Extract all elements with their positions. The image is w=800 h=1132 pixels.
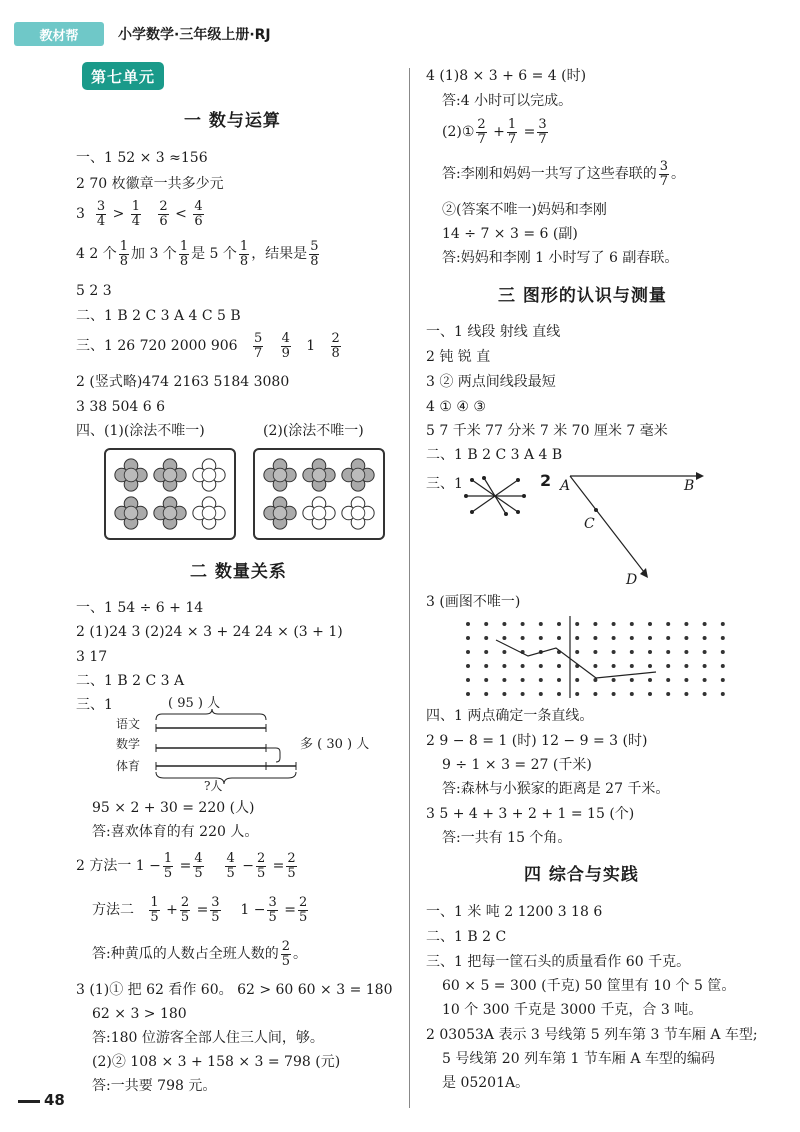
- s1-line10b: (2)(涂法不唯一): [263, 423, 364, 439]
- s4-line6: 2 03053A 表示 3 号线第 5 列车第 3 节车厢 A 车型;: [426, 1027, 758, 1043]
- grid-dot: [612, 678, 616, 682]
- s2-line6: 95 × 2 + 30 = 220 (人): [92, 800, 255, 816]
- fraction: $\frac{2}{8}$: [331, 331, 340, 361]
- r1-line6: 14 ÷ 7 × 3 = 6 (副): [442, 226, 578, 242]
- flower-shaded-icon: [153, 458, 187, 492]
- grid-dot: [612, 622, 616, 626]
- text: =: [196, 902, 209, 919]
- s3-line9: 四、1 两点确定一条直线。: [426, 708, 594, 724]
- s4-line3: 三、1 把每一筐石头的质量看作 60 千克。: [426, 954, 691, 970]
- s3-line10: 2 9 − 8 = 1 (时) 12 − 9 = 3 (时): [426, 733, 648, 749]
- grid-dot: [484, 664, 488, 668]
- diagram-top-label: ( 95 ) 人: [168, 696, 221, 711]
- grid-dot: [521, 692, 525, 696]
- diagram-label-pe: 体育: [116, 759, 141, 773]
- grid-dot: [721, 664, 725, 668]
- text: ，结果是: [251, 246, 308, 263]
- grid-dot: [630, 678, 634, 682]
- s2-line-n4: (2)② 108 × 3 + 158 × 3 = 798 (元): [92, 1054, 341, 1070]
- grid-dot: [648, 650, 652, 654]
- s2-line2: 2 (1)24 3 (2)24 × 3 + 24 24 × (3 + 1): [76, 624, 343, 640]
- s3-line8: 3 (画图不唯一): [426, 594, 521, 610]
- flower-shaded-icon: [153, 496, 187, 530]
- flower-shaded-icon: [114, 496, 148, 530]
- grid-dot: [484, 636, 488, 640]
- grid-dot: [539, 692, 543, 696]
- grid-dot: [557, 636, 561, 640]
- grid-dot: [466, 636, 470, 640]
- s2-method2: [92, 896, 310, 924]
- r1-line7: 答:妈妈和李刚 1 小时写了 6 副春联。: [442, 250, 679, 266]
- fraction: $\frac{3}{4}$: [96, 199, 106, 229]
- s4-line8: 是 05201A。: [442, 1075, 530, 1091]
- grid-dot: [648, 692, 652, 696]
- text: 4 2 个: [76, 246, 117, 263]
- publisher-logo: 教材帮: [14, 22, 104, 46]
- text: 。: [671, 166, 685, 183]
- s4-line1: 一、1 米 吨 2 1200 3 18 6: [426, 904, 603, 920]
- diagram-more-label: 多 ( 30 ) 人: [300, 737, 370, 752]
- fraction: $\frac{1}{5}$: [163, 851, 173, 881]
- s3-line4: 4 ① ④ ③: [426, 399, 486, 415]
- grid-dot: [703, 650, 707, 654]
- flower-empty-icon: [341, 496, 375, 530]
- grid-dot: [593, 692, 597, 696]
- fraction: $\frac{2}{6}$: [159, 199, 168, 229]
- s1-line7: [76, 332, 343, 360]
- book-title: 小学数学·三年级上册·RJ: [118, 27, 271, 43]
- fraction: $\frac{1}{5}$: [150, 895, 159, 925]
- s2-line-n2: 62 × 3 > 180: [92, 1006, 187, 1022]
- grid-dot: [484, 692, 488, 696]
- grid-dot: [539, 678, 543, 682]
- s3-item2-num: 2: [540, 471, 552, 490]
- grid-dot: [575, 678, 579, 682]
- s3-line14: 答:一共有 15 个角。: [442, 830, 572, 846]
- grid-dot: [703, 622, 707, 626]
- r1-line5: ②(答案不唯一)妈妈和李刚: [442, 202, 607, 218]
- grid-dot: [521, 664, 525, 668]
- grid-dot: [703, 678, 707, 682]
- s4-line7: 5 号线第 20 列车第 1 节车厢 A 车型的编码: [442, 1051, 715, 1067]
- grid-dot: [630, 636, 634, 640]
- fraction: $\frac{4}{5}$: [194, 851, 203, 881]
- grid-dot: [684, 650, 688, 654]
- text: 加 3 个: [131, 246, 177, 263]
- grid-dot: [557, 622, 561, 626]
- fraction: $\frac{2}{5}$: [256, 851, 266, 881]
- fraction: $\frac{1}{8}$: [179, 239, 189, 269]
- fraction: $\frac{4}{5}$: [226, 851, 235, 881]
- section-title-1: 一 数与运算: [184, 111, 281, 131]
- s4-line5: 10 个 300 千克是 3000 千克，合 3 吨。: [442, 1002, 703, 1018]
- grid-dot: [521, 678, 525, 682]
- grid-dot: [466, 678, 470, 682]
- grid-dot: [721, 636, 725, 640]
- grid-dot: [630, 650, 634, 654]
- s2-answer-frac: [92, 940, 307, 968]
- column-divider: [409, 68, 410, 1108]
- s2-line5: 三、1: [76, 697, 113, 713]
- s4-line4: 60 × 5 = 300 (千克) 50 筐里有 10 个 5 筐。: [442, 978, 736, 994]
- point-b: B: [684, 478, 695, 494]
- grid-dot: [484, 650, 488, 654]
- grid-dot: [539, 622, 543, 626]
- s3-line13: 3 5 + 4 + 3 + 2 + 1 = 15 (个): [426, 806, 635, 822]
- grid-dot: [630, 664, 634, 668]
- s1-line1: 一、1 52 × 3 ≈156: [76, 150, 208, 166]
- grid-dot: [593, 664, 597, 668]
- s1-line5: 5 2 3: [76, 283, 112, 299]
- grid-dot: [593, 622, 597, 626]
- s1-line8: 2 (竖式略)474 2163 5184 3080: [76, 374, 290, 390]
- grid-dot: [484, 622, 488, 626]
- grid-dot: [521, 622, 525, 626]
- flower-empty-icon: [192, 496, 226, 530]
- text: 。: [293, 946, 307, 963]
- grid-dot: [666, 650, 670, 654]
- diagram-question-label: ?人: [204, 779, 223, 793]
- grid-dot: [721, 622, 725, 626]
- grid-dot: [703, 692, 707, 696]
- s1-line9: 3 38 504 6 6: [76, 399, 166, 415]
- text: (2)①: [442, 124, 475, 141]
- s2-line1: 一、1 54 ÷ 6 + 14: [76, 600, 204, 616]
- fraction: $\frac{2}{5}$: [298, 895, 308, 925]
- grid-dot: [557, 678, 561, 682]
- grid-dot: [666, 636, 670, 640]
- s3-line6: 二、1 B 2 C 3 A 4 B: [426, 447, 563, 463]
- flower-empty-icon: [192, 458, 226, 492]
- dot-grid-figure: [456, 616, 736, 698]
- fraction: $\frac{1}{7}$: [507, 117, 517, 147]
- s1-line6: 二、1 B 2 C 3 A 4 C 5 B: [76, 308, 241, 324]
- grid-dot: [648, 678, 652, 682]
- grid-dot: [721, 692, 725, 696]
- diagram-label-chinese: 语文: [116, 717, 141, 731]
- grid-dot: [666, 692, 670, 696]
- text: 方法二: [92, 902, 134, 919]
- flower-shaded-icon: [114, 458, 148, 492]
- text: 1: [306, 338, 316, 355]
- compare-sign: >: [112, 206, 125, 223]
- grid-dot: [502, 622, 506, 626]
- grid-dot: [703, 636, 707, 640]
- grid-dot: [575, 622, 579, 626]
- grid-dot: [612, 664, 616, 668]
- fraction: $\frac{2}{5}$: [287, 851, 296, 881]
- intersecting-lines-figure: [462, 474, 528, 520]
- grid-dot: [539, 664, 543, 668]
- grid-dot: [684, 678, 688, 682]
- fraction: $\frac{1}{4}$: [131, 199, 141, 229]
- s3-line12: 答:森林与小猴家的距离是 27 千米。: [442, 781, 670, 797]
- fraction: $\frac{5}{8}$: [310, 239, 319, 269]
- r1-line2: 答:4 小时可以完成。: [442, 93, 573, 109]
- compare-sign: <: [175, 206, 187, 223]
- grid-dot: [703, 664, 707, 668]
- s2-method1: [76, 852, 299, 880]
- item-num: 3: [76, 206, 85, 223]
- s2-line7: 答:喜欢体育的有 220 人。: [92, 824, 259, 840]
- text: 2 方法一 1 −: [76, 858, 161, 875]
- s1-line4: [76, 240, 321, 268]
- grid-dot: [575, 650, 579, 654]
- fraction: $\frac{4}{6}$: [194, 199, 203, 229]
- grid-dot: [684, 692, 688, 696]
- point-a: A: [560, 478, 571, 494]
- s2-line3: 3 17: [76, 649, 108, 665]
- grid-dot: [721, 678, 725, 682]
- s2-line4: 二、1 B 2 C 3 A: [76, 673, 185, 689]
- grid-dot: [502, 692, 506, 696]
- flower-box-2: [253, 448, 385, 540]
- section-title-4: 四 综合与实践: [524, 865, 639, 885]
- s4-line2: 二、1 B 2 C: [426, 929, 507, 945]
- section-title-2: 二 数量关系: [190, 562, 287, 582]
- flower-box-1: [104, 448, 236, 540]
- grid-dot: [648, 622, 652, 626]
- grid-dot: [575, 636, 579, 640]
- grid-dot: [612, 636, 616, 640]
- fraction: $\frac{1}{8}$: [239, 239, 249, 269]
- grid-dot: [484, 678, 488, 682]
- fraction: $\frac{2}{5}$: [281, 939, 290, 969]
- r1-line1: 4 (1)8 × 3 + 6 = 4 (时): [426, 68, 587, 84]
- grid-dot: [575, 692, 579, 696]
- fraction: $\frac{3}{7}$: [538, 117, 547, 147]
- text: −: [242, 858, 254, 875]
- grid-dot: [666, 622, 670, 626]
- grid-dot: [684, 664, 688, 668]
- fraction: $\frac{4}{9}$: [281, 331, 290, 361]
- grid-dot: [466, 664, 470, 668]
- s1-line3: [76, 200, 206, 228]
- grid-dot: [684, 622, 688, 626]
- r1-line4: [442, 160, 685, 188]
- flower-shaded-icon: [341, 458, 375, 492]
- diagram-label-math: 数学: [116, 737, 141, 751]
- text: +: [166, 902, 178, 919]
- grid-dot: [502, 664, 506, 668]
- grid-dot: [521, 636, 525, 640]
- flower-shaded-icon: [263, 458, 297, 492]
- s1-line10a: 四、(1)(涂法不唯一): [76, 423, 205, 439]
- grid-dot: [630, 692, 634, 696]
- grid-dot: [466, 650, 470, 654]
- footer-bar: [18, 1100, 40, 1103]
- grid-dot: [648, 664, 652, 668]
- text: =: [272, 858, 285, 875]
- fraction: $\frac{2}{7}$: [477, 117, 486, 147]
- grid-dot: [557, 664, 561, 668]
- flower-shaded-icon: [263, 496, 297, 530]
- s1-line2: 2 70 枚徽章一共多少元: [76, 176, 224, 192]
- fraction: $\frac{3}{7}$: [659, 159, 668, 189]
- s2-line-n1: 3 (1)① 把 62 看作 60。 62 > 60 60 × 3 = 180: [76, 982, 393, 998]
- text: =: [179, 858, 192, 875]
- page-number: 48: [44, 1091, 65, 1109]
- fraction: $\frac{5}{7}$: [253, 331, 263, 361]
- s3-line11: 9 ÷ 1 × 3 = 27 (千米): [442, 757, 592, 773]
- unit-banner: 第七单元: [82, 62, 164, 90]
- text: 答:种黄瓜的人数占全班人数的: [92, 946, 279, 963]
- grid-dot: [666, 678, 670, 682]
- fraction: $\frac{2}{5}$: [180, 895, 190, 925]
- fraction: $\frac{3}{5}$: [268, 895, 277, 925]
- section-title-3: 三 图形的认识与测量: [498, 286, 667, 306]
- grid-dot: [593, 678, 597, 682]
- text: =: [284, 902, 296, 919]
- flower-shaded-icon: [302, 458, 336, 492]
- grid-dot: [648, 636, 652, 640]
- s3-line1: 一、1 线段 射线 直线: [426, 324, 561, 340]
- grid-dot: [539, 636, 543, 640]
- grid-dot: [557, 692, 561, 696]
- text: 三、1 26 720 2000 906: [76, 338, 238, 355]
- grid-dot: [502, 636, 506, 640]
- fraction: $\frac{3}{5}$: [211, 895, 220, 925]
- point-d: D: [626, 572, 638, 588]
- text: +: [493, 124, 505, 141]
- s3-line7: 三、1: [426, 476, 463, 492]
- grid-dot: [612, 692, 616, 696]
- r1-line3: [442, 118, 550, 146]
- s2-line-n3: 答:180 位游客全部人住三人间，够。: [92, 1030, 324, 1046]
- grid-dot: [593, 636, 597, 640]
- text: =: [523, 124, 536, 141]
- text: 1 −: [240, 902, 266, 919]
- ray-figure: [560, 466, 710, 586]
- s3-line2: 2 钝 锐 直: [426, 349, 491, 365]
- s3-line5: 5 7 千米 77 分米 7 米 70 厘米 7 毫米: [426, 423, 668, 439]
- s2-line-n5: 答:一共要 798 元。: [92, 1078, 217, 1094]
- grid-dot: [466, 622, 470, 626]
- grid-dot: [466, 692, 470, 696]
- fraction: $\frac{1}{8}$: [119, 239, 128, 269]
- text: 答:李刚和妈妈一共写了这些春联的: [442, 166, 657, 183]
- s3-line3: 3 ② 两点间线段最短: [426, 374, 556, 390]
- text: 是 5 个: [191, 246, 237, 263]
- flower-empty-icon: [302, 496, 336, 530]
- point-c: C: [584, 516, 595, 532]
- grid-dot: [612, 650, 616, 654]
- grid-dot: [684, 636, 688, 640]
- segment-diagram: [150, 706, 310, 786]
- grid-dot: [630, 622, 634, 626]
- grid-dot: [593, 650, 597, 654]
- grid-dot: [721, 650, 725, 654]
- grid-dot: [502, 678, 506, 682]
- grid-dot: [502, 650, 506, 654]
- grid-dot: [666, 664, 670, 668]
